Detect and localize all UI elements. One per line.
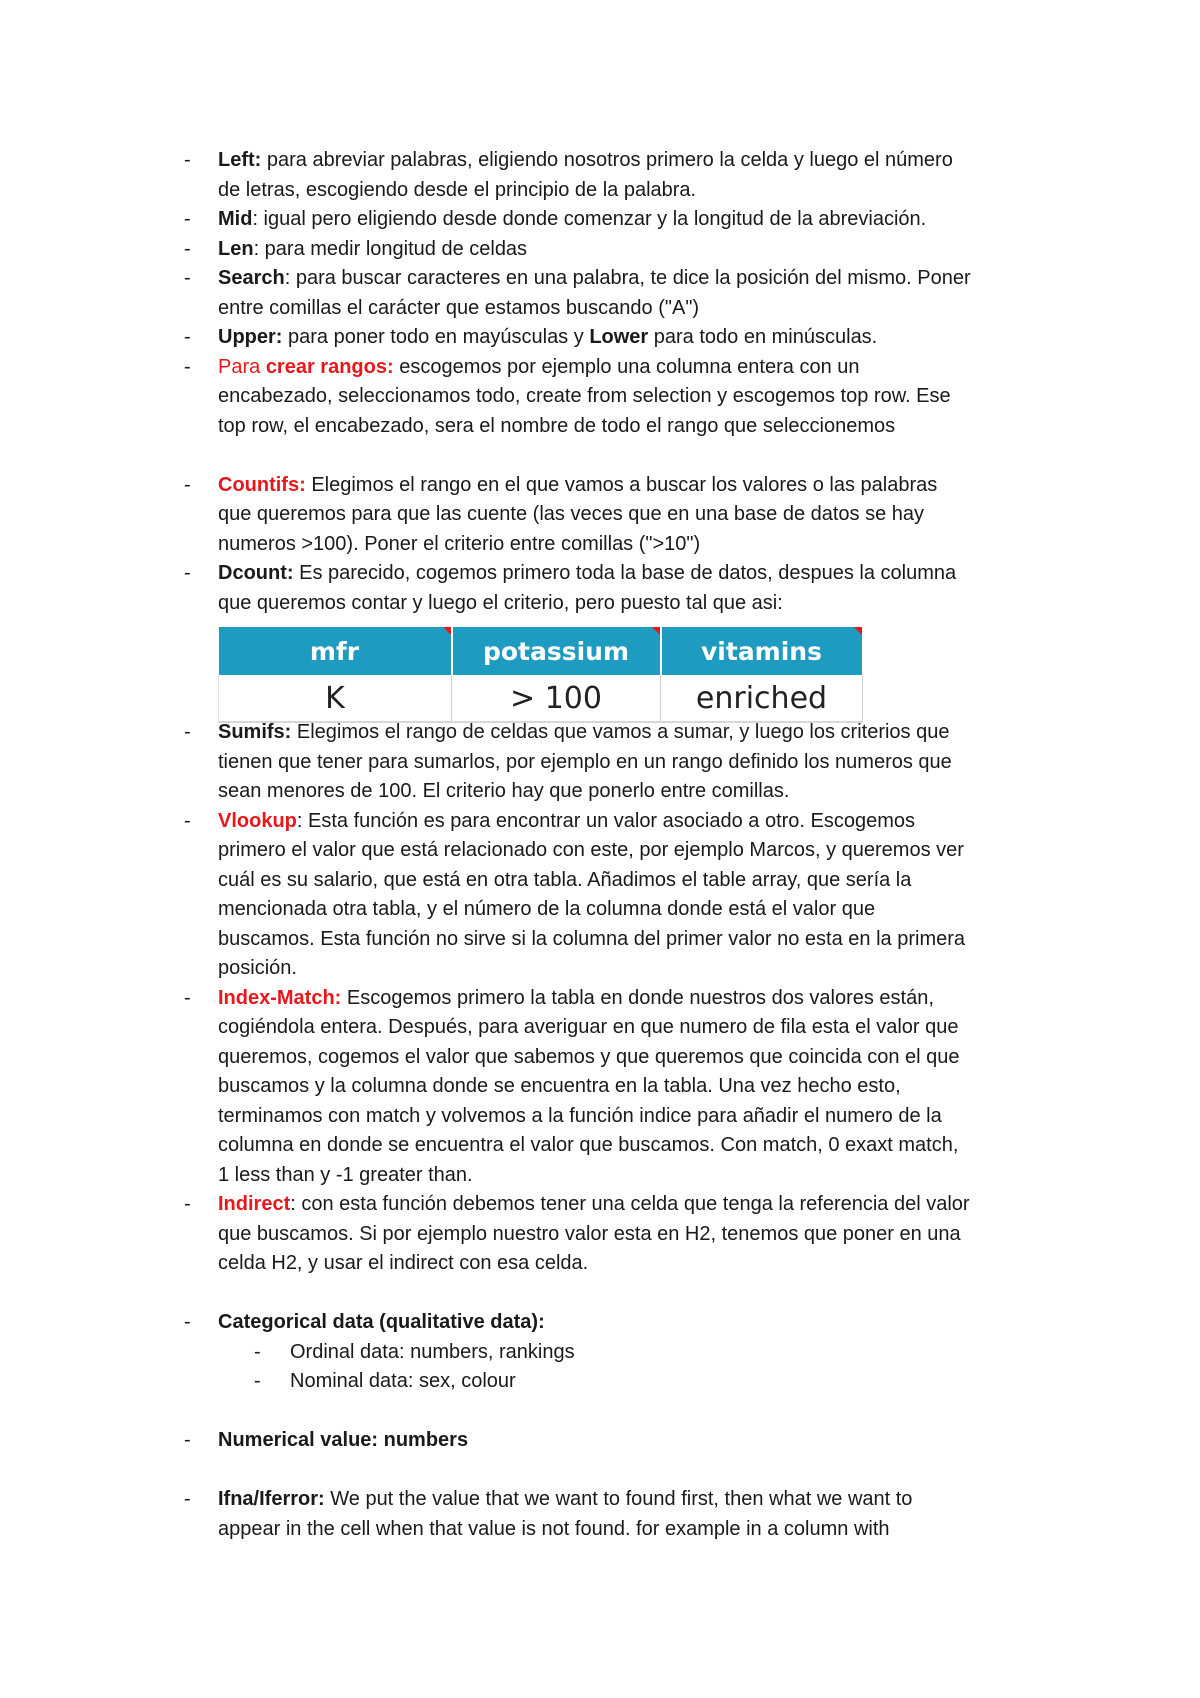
term-categorical: Categorical data (qualitative data): (218, 1311, 545, 1333)
bullet-dash: - (184, 721, 191, 743)
item-text: mencionada otra tabla, y el número de la columna donde está el valor que (218, 898, 876, 920)
criteria-table (218, 627, 864, 723)
term-indirect: Indirect (218, 1193, 291, 1215)
item-text: Es parecido, cogemos primero toda la base de datos, despues la columna (293, 562, 957, 584)
item-text: encabezado, seleccionamos todo, create from selection y escogemos top row. Ese (218, 385, 951, 407)
list-item-categorical (0, 1308, 1068, 1338)
item-text: posición. (218, 957, 297, 979)
list-item-vlookup (0, 807, 1068, 984)
item-text: cuál es su salario, que está en otra tabla. Añadimos el table array, que sería la (218, 868, 912, 891)
item-text: : igual pero eligiendo desde donde comenzar y la longitud de la abreviación. (252, 208, 927, 230)
item-text: Ordinal data: numbers, rankings (290, 1340, 575, 1363)
item-text: para todo en minúsculas. (648, 326, 878, 348)
item-text: : con esta función debemos tener una celda que tenga la referencia del valor (290, 1193, 970, 1215)
term-numerical: Numerical value: numbers (218, 1429, 469, 1451)
list-item-rangos (0, 353, 1068, 442)
comment-marker-icon (443, 627, 451, 635)
term-vlookup: Vlookup (218, 809, 297, 832)
list-item-countifs (0, 471, 1068, 560)
item-text: que queremos contar y luego el criterio, pero puesto tal que asi: (218, 591, 783, 614)
list-item-len (0, 235, 1068, 265)
item-text: cogiéndola entera. Después, para averiguar en que numero de fila esta el valor que (218, 1016, 959, 1038)
item-text: buscamos. Esta función no sirve si la columna del primer valor no esta en la primera (218, 927, 966, 950)
criteria-cell: K (219, 675, 452, 722)
bullet-dash: - (184, 355, 191, 378)
bullet-dash: - (184, 1193, 191, 1215)
term-countifs: Countifs: (218, 473, 306, 496)
item-text: escogemos por ejemplo una columna entera con un (393, 355, 860, 378)
criteria-cell: > 100 (452, 675, 661, 722)
list-item-mid (0, 205, 1068, 235)
item-text: Elegimos el rango de celdas que vamos a sumar, y luego los criterios que (291, 721, 950, 743)
bullet-dash: - (184, 1429, 191, 1451)
term-left: Left: (218, 149, 262, 171)
item-text: : para medir longitud de celdas (253, 237, 528, 260)
item-text: entre comillas el carácter que estamos buscando ("A") (218, 296, 700, 319)
item-text: celda H2, y usar el indirect con esa celda. (218, 1252, 589, 1274)
item-text: We put the value that we want to found first, then what we want to (324, 1488, 913, 1510)
bullet-dash: - (184, 208, 191, 230)
term-lower: Lower (589, 326, 649, 348)
criteria-header-cell (661, 627, 863, 675)
item-text: 1 less than y -1 greater than. (218, 1163, 473, 1186)
criteria-value-row (219, 675, 863, 722)
blank-line (0, 1456, 1200, 1486)
criteria-header-cell (452, 627, 661, 675)
item-text: terminamos con match y volvemos a la función indice para añadir el numero de la (218, 1104, 942, 1127)
bullet-dash: - (184, 809, 191, 832)
criteria-header-row (219, 627, 863, 675)
bullet-dash: - (184, 237, 191, 260)
item-text: columna en donde se encuentra el valor que buscamos. Con match, 0 exaxt match, (218, 1134, 959, 1156)
criteria-header-cell (219, 627, 452, 675)
list-item-search (0, 264, 1068, 323)
list-item-sumifs (0, 718, 1068, 807)
term-rangos: crear rangos: (265, 355, 394, 378)
item-text: numeros >100). Poner el criterio entre comillas (">10") (218, 532, 701, 555)
item-text: tienen que tener para sumarlos, por ejemplo en un rango definido los numeros que (218, 750, 952, 773)
item-prefix: Para (218, 355, 266, 378)
bullet-dash: - (254, 1340, 261, 1363)
item-text: buscamos y la columna donde se encuentra en la tabla. Una vez hecho esto, (218, 1075, 901, 1097)
list-item-index-match (0, 984, 1068, 1191)
term-len: Len (218, 237, 254, 260)
criteria-table-figure (0, 618, 1200, 718)
item-text: que buscamos. Si por ejemplo nuestro valor esta en H2, tenemos que poner en una (218, 1222, 961, 1245)
comment-marker-icon (652, 627, 660, 635)
bullet-dash: - (184, 986, 191, 1009)
term-dcount: Dcount: (218, 562, 294, 584)
item-text: : para buscar caracteres en una palabra, te dice la posición del mismo. Poner (284, 267, 971, 289)
term-upper: Upper: (218, 326, 283, 348)
bullet-dash: - (184, 267, 191, 289)
item-text: que queremos para que las cuente (las veces que en una base de datos se hay (218, 503, 925, 525)
term-index-match: Index-Match: (218, 986, 342, 1009)
item-text: : Esta función es para encontrar un valor asociado a otro. Escogemos (296, 809, 916, 832)
header-label: potassium (482, 636, 630, 666)
list-item-indirect (0, 1190, 1068, 1279)
item-text: appear in the cell when that value is not found. for example in a column with (218, 1517, 890, 1540)
list-item-upper (0, 323, 1068, 353)
sub-item-nominal (0, 1367, 1200, 1397)
sub-item-ordinal (0, 1338, 1200, 1368)
bullet-dash: - (184, 1488, 191, 1510)
blank-line (0, 441, 1200, 471)
item-text: Elegimos el rango en el que vamos a buscar los valores o las palabras (305, 473, 938, 496)
comment-marker-icon (854, 627, 862, 635)
item-text: sean menores de 100. El criterio hay que ponerlo entre comillas. (218, 780, 790, 802)
item-text: queremos, cogemos el valor que sabemos y que queremos que coincida con el que (218, 1045, 960, 1068)
list-item-left (0, 146, 1068, 205)
term-sumifs: Sumifs: (218, 721, 292, 743)
header-label: vitamins (701, 636, 822, 666)
list-item-dcount (0, 559, 1068, 618)
blank-line (0, 1397, 1200, 1427)
item-text: Escogemos primero la tabla en donde nuestros dos valores están, (341, 986, 934, 1009)
criteria-cell: enriched (661, 675, 863, 722)
item-text: top row, el encabezado, sera el nombre de todo el rango que seleccionemos (218, 414, 896, 437)
bullet-dash: - (184, 326, 191, 348)
bullet-dash: - (184, 473, 191, 496)
header-label: mfr (309, 636, 360, 666)
list-item-numerical (0, 1426, 1068, 1456)
item-text: Nominal data: sex, colour (290, 1370, 516, 1392)
blank-line (0, 1279, 1200, 1309)
bullet-dash: - (254, 1370, 261, 1392)
bullet-dash: - (184, 149, 191, 171)
bullet-dash: - (184, 562, 191, 584)
item-text: primero el valor que está relacionado con este, por ejemplo Marcos, y queremos ver (218, 839, 964, 861)
item-text: para abreviar palabras, eligiendo nosotros primero la celda y luego el número (261, 149, 953, 171)
notes-list (0, 146, 1200, 1544)
item-text: para poner todo en mayúsculas y (282, 326, 590, 348)
term-search: Search (218, 267, 285, 289)
list-item-ifna (0, 1485, 1068, 1544)
term-mid: Mid (218, 208, 253, 230)
term-ifna: Ifna/Iferror: (218, 1488, 325, 1510)
bullet-dash: - (184, 1311, 191, 1333)
item-text: de letras, escogiendo desde el principio de la palabra. (218, 178, 697, 201)
